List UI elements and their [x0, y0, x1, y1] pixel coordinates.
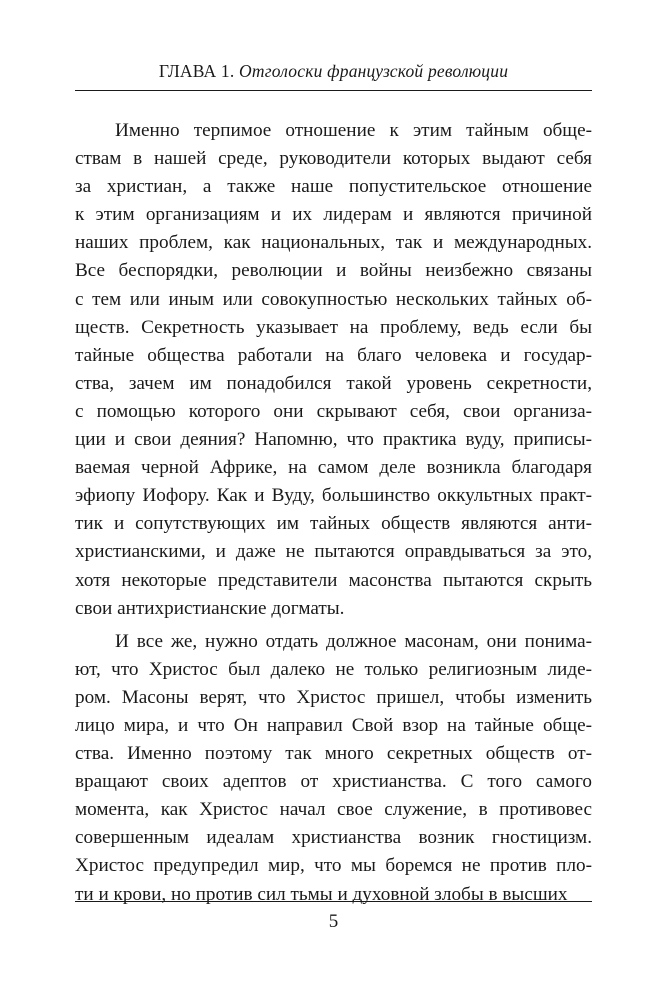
- text-line: эфиопу Иофору. Как и Вуду, большинство оккультных практ-: [75, 485, 592, 507]
- chapter-label: ГЛАВА 1.: [158, 61, 235, 81]
- text-line: Все беспорядки, революции и войны неизбежно связаны: [75, 260, 592, 282]
- text-line: ют, что Христос был далеко не только религиозным лиде-: [75, 658, 592, 680]
- text-line: ти и крови, но против сил тьмы и духовной злобы в высших: [75, 883, 568, 905]
- text-line: момента, как Христос начал свое служение, в противовес: [75, 799, 592, 821]
- body-text: [75, 117, 592, 909]
- text-line: хотя некоторые представители масонства пытаются скрыть: [75, 569, 592, 591]
- text-line: свои антихристианские догматы.: [75, 597, 345, 619]
- page-number: 5: [328, 911, 339, 932]
- text-line: ром. Масоны верят, что Христос пришел, чтобы изменить: [75, 686, 592, 708]
- text-line: лицо мира, и что Он направил Свой взор на тайные обще-: [75, 714, 592, 736]
- text-line: ции и свои деяния? Напомню, что практика вуду, приписы-: [75, 429, 592, 451]
- text-line: ваемая черной Африке, на самом деле возникла благодаря: [75, 457, 592, 479]
- text-line: ства. Именно поэтому так много секретных обществ от-: [75, 743, 592, 765]
- text-line: Именно терпимое отношение к этим тайным обще-: [115, 120, 592, 141]
- running-head: [75, 59, 592, 83]
- text-line: вращают своих адептов от христианства. С того самого: [75, 771, 592, 793]
- text-line: совершенным идеалам христианства возник гностицизм.: [75, 827, 592, 849]
- text-line: наших проблем, как национальных, так и международных.: [75, 232, 592, 254]
- text-line: христианскими, и даже не пытаются оправдываться за это,: [75, 541, 592, 563]
- paragraph: [75, 628, 592, 909]
- paragraph: [75, 117, 592, 623]
- text-line: к этим организациям и их лидерам и являются причиной: [75, 204, 592, 226]
- text-line: тайные общества работали на благо человека и государ-: [75, 344, 592, 366]
- text-line: И все же, нужно отдать должное масонам, они понима-: [115, 630, 592, 652]
- chapter-title: Отголоски французской революции: [239, 61, 509, 81]
- text-line: тик и сопутствующих им тайных обществ являются анти-: [75, 513, 592, 535]
- header-rule: [75, 90, 592, 91]
- text-line: за христиан, а также наше попустительское отношение: [75, 176, 592, 198]
- text-line: Христос предупредил мир, что мы боремся не против пло-: [75, 855, 592, 877]
- text-line: с помощью которого они скрывают себя, свои организа-: [75, 400, 592, 422]
- footer-rule: [75, 901, 592, 902]
- text-line: ства, зачем им понадобился такой уровень секретности,: [75, 372, 592, 394]
- text-line: ществ. Секретность указывает на проблему, ведь если бы: [75, 316, 592, 338]
- text-line: ствам в нашей среде, руководители которых выдают себя: [75, 148, 592, 170]
- text-line: с тем или иным или совокупностью нескольких тайных об-: [75, 288, 592, 310]
